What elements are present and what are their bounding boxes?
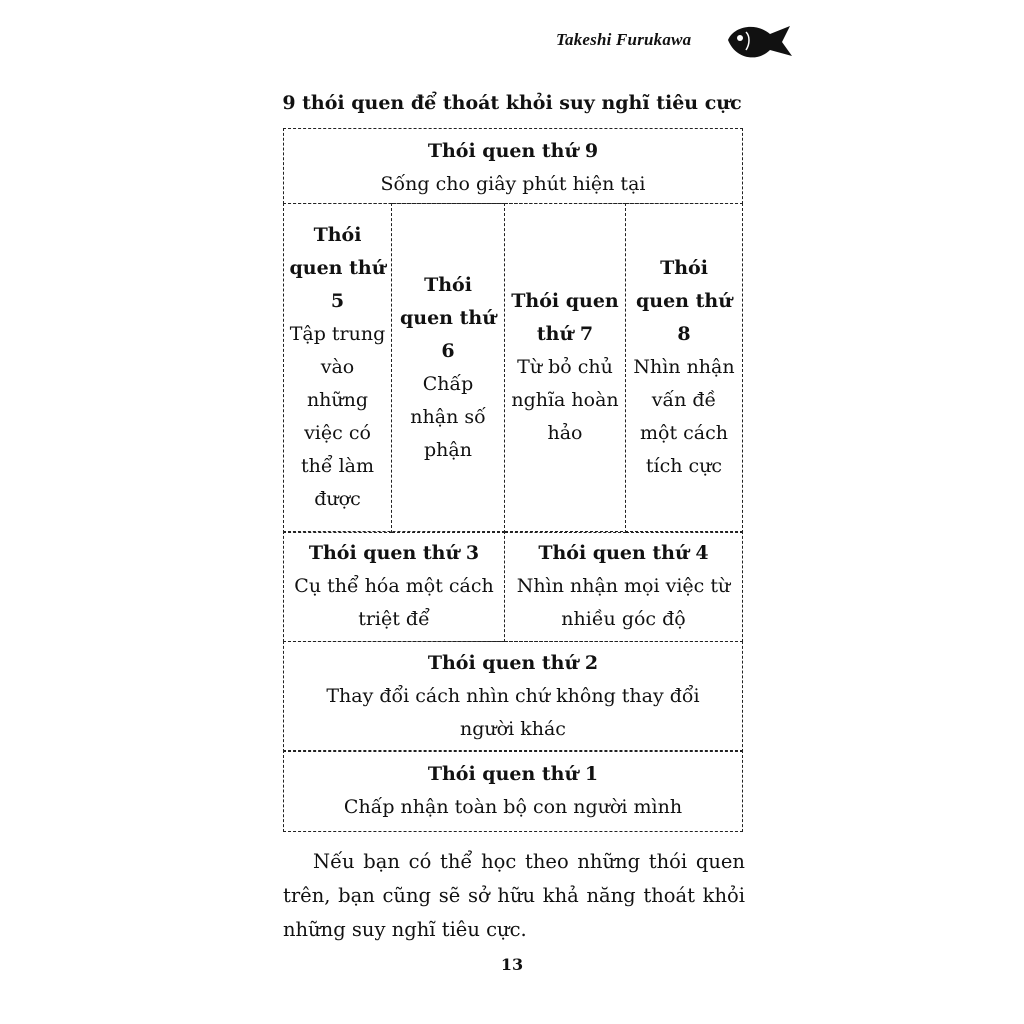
page-number: 13 [500, 955, 524, 974]
habit-6-cell [392, 203, 505, 533]
habit-5-text: Tập trung vào những việc có thể làm được [289, 323, 386, 510]
habit-6-heading: Thói quen thứ 6 [399, 273, 497, 362]
habit-4-heading: Thói quen thứ 4 [538, 542, 709, 564]
habit-2-cell [283, 641, 743, 752]
habit-3-heading: Thói quen thứ 3 [308, 542, 480, 564]
closing-paragraph: Nếu bạn có thể học theo những thói quen trên, bạn cũng sẽ sở hữu khả năng thoát khỏi những suy nghĩ tiêu cực. [283, 850, 745, 941]
habit-8-heading: Thói quen thứ 8 [635, 257, 733, 345]
habit-7-text: Từ bỏ chủ nghĩa hoàn hảo [511, 356, 619, 444]
habit-2-text: Thay đổi cách nhìn chứ không thay đổi người khác [326, 684, 700, 740]
habits-row-3-4 [283, 531, 743, 642]
fish-icon [724, 20, 794, 66]
habit-4-text: Nhìn nhận mọi việc từ nhiều góc độ [516, 575, 731, 630]
habit-4-cell [505, 531, 743, 642]
habit-5-heading: Thói quen thứ 5 [289, 224, 386, 312]
habit-1-text: Chấp nhận toàn bộ con người mình [343, 796, 683, 818]
habit-3-cell [283, 531, 505, 642]
habit-9-cell [283, 128, 743, 204]
habit-9-heading: Thói quen thứ 9 [427, 140, 599, 162]
habit-8-text: Nhìn nhận vấn đề một cách tích cực [633, 356, 735, 477]
section-title: 9 thói quen để thoát khỏi suy nghĩ tiêu cực [282, 92, 742, 114]
habit-7-heading: Thói quen thứ 7 [511, 290, 619, 345]
habit-8-cell [626, 203, 743, 533]
habits-row-5-8 [283, 203, 743, 533]
habit-3-text: Cụ thể hóa một cách triệt để [294, 575, 494, 630]
habit-6-text: Chấp nhận số phận [410, 372, 486, 461]
habit-9-text: Sống cho giây phút hiện tại [380, 173, 646, 195]
habit-7-cell [505, 203, 626, 533]
running-head-author: Takeshi Furukawa [556, 30, 692, 49]
habits-grid [283, 128, 743, 832]
habit-5-cell [283, 203, 392, 533]
habit-1-cell [283, 750, 743, 832]
habit-2-heading: Thói quen thứ 2 [427, 651, 599, 674]
habit-1-heading: Thói quen thứ 1 [427, 763, 599, 785]
